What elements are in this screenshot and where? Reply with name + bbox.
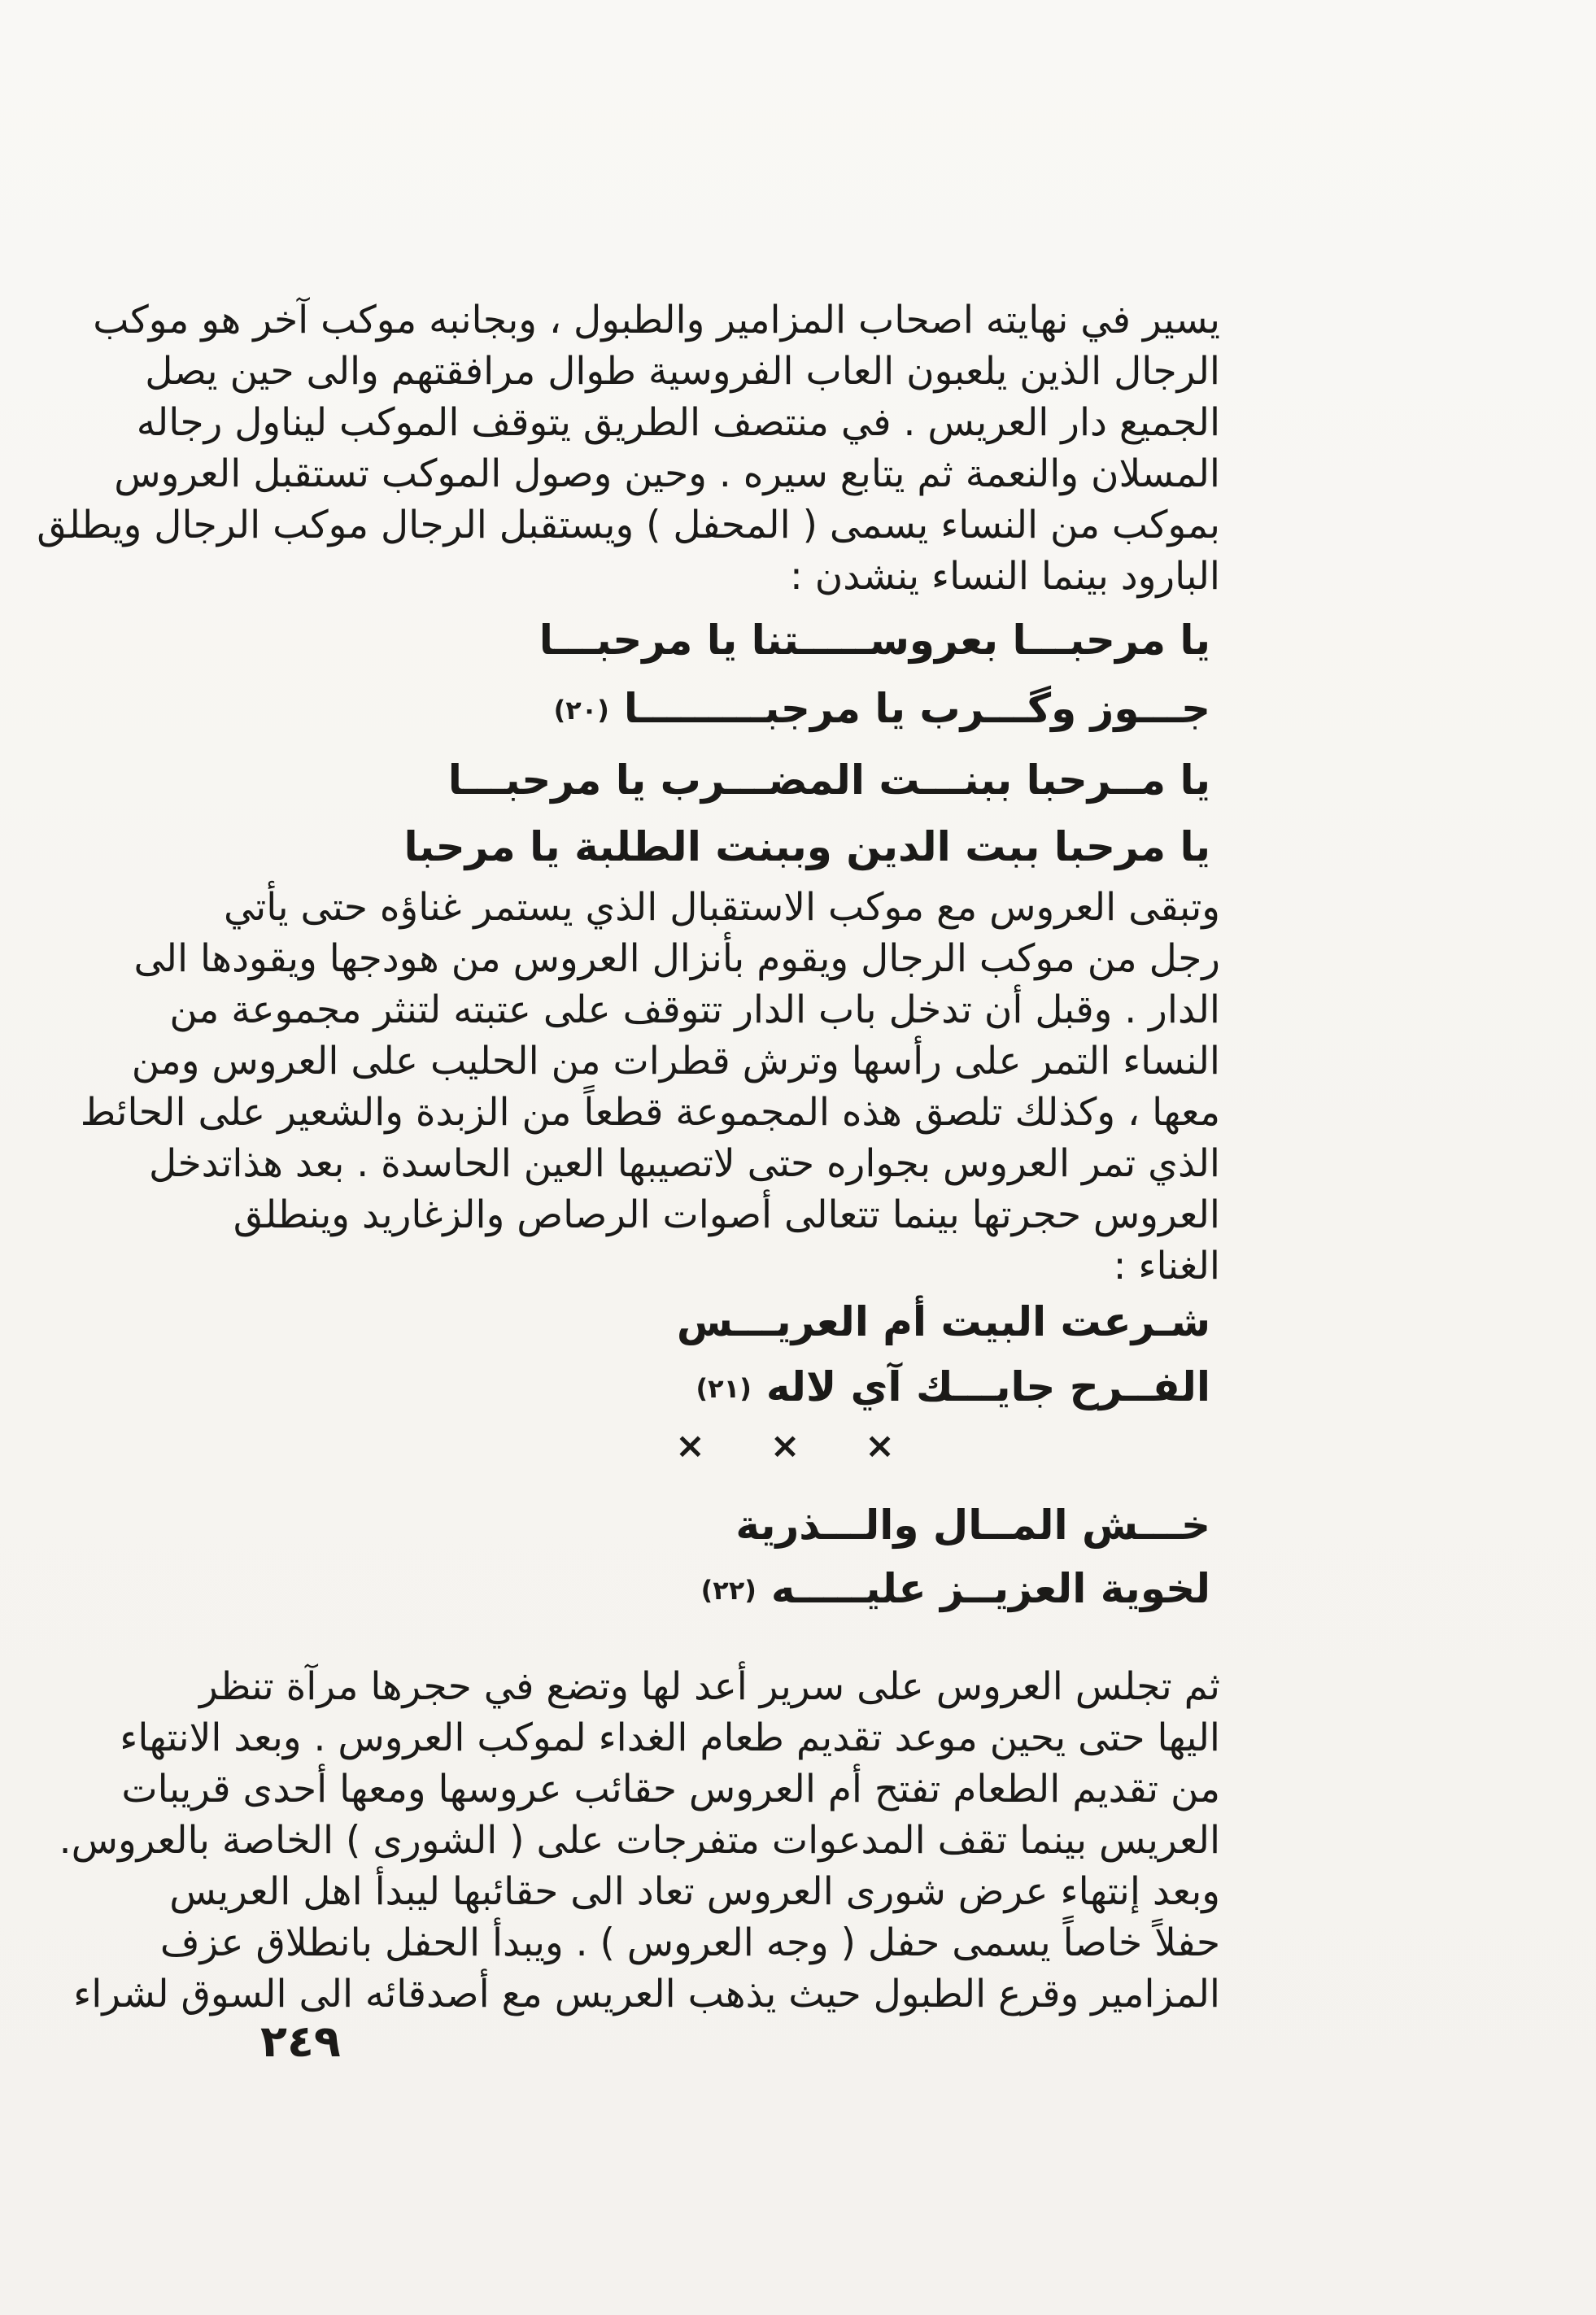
text-line: الذي تمر العروس بجواره حتى لاتصيبها العين الحاسدة . بعد هذاتدخل [149, 1141, 1220, 1186]
verse-text: لخوية العزيــز عليـــــه [770, 1565, 1210, 1612]
verse-text: الفــرح جايـــك آي لاله [765, 1363, 1210, 1410]
paragraph-reception [80, 882, 1220, 1292]
text-line: وتبقى العروس مع موكب الاستقبال الذي يستمر غناؤه حتى يأتي [223, 885, 1220, 930]
text-line: ثم تجلس العروس على سرير أعد لها وتضع في حجرها مرآة تنظر [198, 1664, 1220, 1709]
text-line: البارود بينما النساء ينشدن : [789, 554, 1220, 599]
text-line: الغناء : [1113, 1244, 1220, 1288]
verse-text: جـــوز وگـــرب يا مرجبـــــــــا [623, 685, 1210, 732]
footnote-ref: (٢٠) [553, 695, 609, 726]
text-line: رجل من موكب الرجال ويقوم بأنزال العروس من هودجها ويقودها الى [133, 936, 1220, 981]
page-number: ٢٤٩ [260, 2016, 341, 2067]
text-line: المسلان والنعمة ثم يتابع سيره . وحين وصول الموكب تستقبل العروس [114, 451, 1220, 496]
verse-line: يا مرحبا ببت الدين وببنت الطلبة يا مرحبا [403, 823, 1210, 870]
text-line: الدار . وقبل أن تدخل باب الدار تتوقف على عتبته لتنثر مجموعة من [169, 987, 1220, 1032]
text-line: معها ، وكذلك تلصق هذه المجموعة قطعاً من الزبدة والشعير على الحائط [80, 1090, 1220, 1135]
text-line: وبعد إنتهاء عرض شورى العروس تعاد الى حقائبها ليبدأ اهل العريس [169, 1869, 1220, 1914]
verse-line: يا مــرحبا ببنـــت المضـــرب يا مرحبـــا [447, 756, 1210, 804]
text-line: بموكب من النساء يسمى ( المحفل ) ويستقبل الرجال موكب الرجال ويطلق [37, 503, 1220, 547]
text-line: النساء التمر على رأسها وترش قطرات من الحليب على العروس ومن [131, 1039, 1220, 1083]
verse-line: خـــش المــال والـــذرية [735, 1502, 1210, 1549]
text-line: العروس حجرتها بينما تتعالى أصوات الرصاص والزغاريد وينطلق [233, 1192, 1220, 1237]
verse-line [554, 680, 1210, 739]
text-line: من تقديم الطعام تفتح أم العروس حقائب عروسها ومعها أحدى قريبات [121, 1767, 1220, 1811]
verse-line: يا مرحبـــا بعروســـــتنا يا مرحبـــا [539, 617, 1210, 664]
text-line: يسير في نهايته اصحاب المزامير والطبول ، وبجانبه موكب آخر هو موكب [93, 298, 1220, 342]
paragraph-procession [37, 294, 1220, 602]
footnote-ref: (٢١) [696, 1373, 752, 1404]
verse-line [696, 1358, 1210, 1417]
text-line: المزامير وقرع الطبول حيث يذهب العريس مع أصدقائه الى السوق لشراء [73, 1972, 1220, 2016]
verse-separator [675, 1425, 895, 1467]
separator-mark: × [865, 1425, 895, 1467]
text-line: حفلاً خاصاً يسمى حفل ( وجه العروس ) . ويبدأ الحفل بانطلاق عزف [159, 1920, 1220, 1965]
separator-mark: × [675, 1425, 705, 1467]
verse-line: شـرعت البيت أم العريـــس [676, 1298, 1210, 1345]
text-line: العريس بينما تقف المدعوات متفرجات على ( الشورى ) الخاصة بالعروس. [59, 1818, 1220, 1863]
separator-mark: × [770, 1425, 800, 1467]
verse-line [701, 1560, 1210, 1619]
text-line: الرجال الذين يلعبون العاب الفروسية طوال مرافقتهم والى حين يصل [145, 349, 1220, 394]
footnote-ref: (٢٢) [700, 1575, 757, 1606]
text-line: الجميع دار العريس . في منتصف الطريق يتوقف الموكب ليناول رجاله [136, 400, 1220, 445]
paragraph-bride-room [59, 1661, 1220, 2020]
text-line: اليها حتى يحين موعد تقديم طعام الغداء لموكب العروس . وبعد الانتهاء [120, 1716, 1220, 1760]
